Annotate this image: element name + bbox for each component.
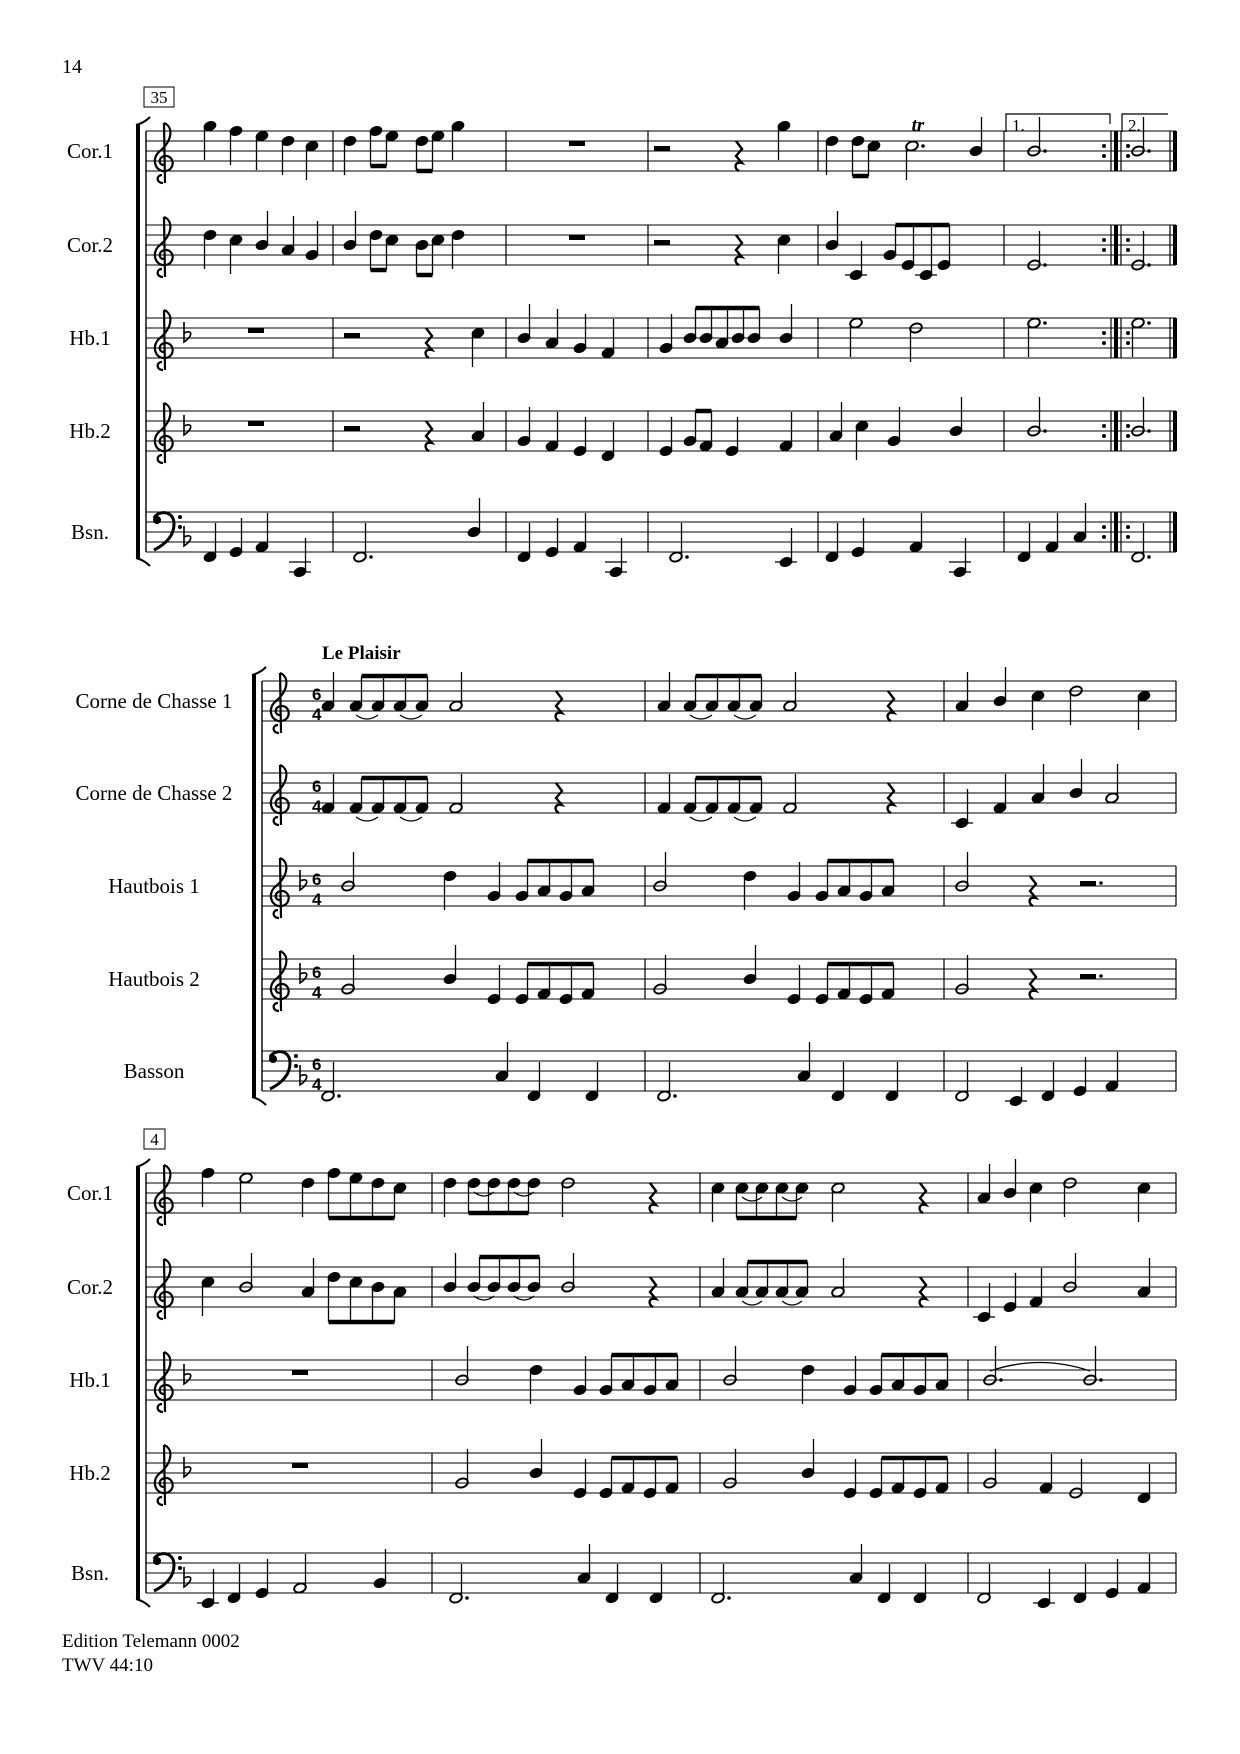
quarter-rest bbox=[888, 691, 894, 721]
repeat-dot bbox=[1102, 341, 1106, 345]
slur bbox=[690, 817, 712, 821]
repeat-dot bbox=[1102, 331, 1106, 335]
slur bbox=[400, 817, 422, 821]
dot bbox=[921, 144, 925, 148]
instrument-label: Hb.2 bbox=[69, 1461, 111, 1485]
repeat-dot bbox=[1126, 434, 1130, 438]
repeat-dot bbox=[1102, 238, 1106, 242]
edition-line: Edition Telemann 0002 bbox=[62, 1631, 240, 1652]
flat-icon bbox=[300, 1065, 307, 1085]
flat-icon bbox=[300, 870, 307, 890]
slur bbox=[356, 715, 378, 719]
quarter-rest bbox=[426, 328, 432, 358]
repeat-dot bbox=[1102, 144, 1106, 148]
repeat-dot bbox=[1126, 144, 1130, 148]
instrument-label: Basson bbox=[123, 1059, 185, 1083]
slur bbox=[782, 1197, 802, 1201]
catalog-number: TWV 44:10 bbox=[62, 1655, 153, 1676]
time-signature-bottom: 4 bbox=[312, 983, 322, 1002]
treble-clef-icon bbox=[271, 858, 289, 918]
dot bbox=[1147, 321, 1151, 325]
measure-number: 35 bbox=[150, 88, 168, 107]
time-signature-bottom: 4 bbox=[312, 1075, 322, 1094]
flat-icon bbox=[184, 1457, 191, 1477]
movement-title: Le Plaisir bbox=[322, 643, 401, 664]
whole-rest bbox=[248, 328, 264, 333]
treble-clef-icon bbox=[155, 1259, 173, 1319]
whole-rest bbox=[292, 1463, 308, 1468]
system-3 bbox=[136, 1129, 1176, 1609]
repeat-dot bbox=[1126, 535, 1130, 539]
repeat-dot bbox=[1102, 525, 1106, 529]
slur bbox=[734, 817, 756, 821]
instrument-label: Hb.1 bbox=[69, 326, 111, 350]
dot bbox=[673, 1094, 677, 1098]
half-rest bbox=[1080, 974, 1096, 979]
trill-ornament: tr bbox=[911, 115, 925, 136]
staff-3 bbox=[146, 310, 1176, 370]
whole-rest bbox=[569, 141, 585, 146]
quarter-rest bbox=[736, 235, 742, 265]
repeat-dot bbox=[1126, 238, 1130, 242]
flat-icon bbox=[184, 322, 191, 342]
half-rest bbox=[1080, 881, 1096, 886]
instrument-label: Cor.2 bbox=[66, 1275, 114, 1299]
dot bbox=[1043, 321, 1047, 325]
volta-1-label: 1. bbox=[1012, 116, 1025, 135]
repeat-dot bbox=[1102, 434, 1106, 438]
dot bbox=[727, 1596, 731, 1600]
treble-clef-icon bbox=[155, 310, 173, 370]
instrument-label: Corne de Chasse 2 bbox=[75, 781, 233, 805]
flat-icon bbox=[184, 1364, 191, 1384]
instrument-label: Bsn. bbox=[71, 520, 109, 544]
time-signature-top: 6 bbox=[312, 1055, 322, 1074]
repeat-dot bbox=[1102, 535, 1106, 539]
measure-number: 4 bbox=[150, 1130, 159, 1149]
quarter-rest bbox=[1030, 876, 1036, 906]
page-number: 14 bbox=[62, 56, 82, 78]
treble-clef-icon bbox=[271, 765, 289, 825]
treble-clef-icon bbox=[155, 1445, 173, 1505]
repeat-dot bbox=[1102, 248, 1106, 252]
time-signature-bottom: 4 bbox=[312, 797, 322, 816]
dot bbox=[369, 555, 373, 559]
quarter-rest bbox=[426, 421, 432, 451]
volta-2-label: 2. bbox=[1128, 116, 1141, 135]
dot bbox=[337, 1094, 341, 1098]
quarter-rest bbox=[556, 783, 562, 813]
treble-clef-icon bbox=[155, 217, 173, 277]
whole-rest bbox=[569, 235, 585, 240]
half-rest bbox=[654, 240, 670, 245]
staff-4 bbox=[146, 1445, 1176, 1505]
slur bbox=[742, 1301, 762, 1305]
instrument-label: Hb.2 bbox=[69, 419, 111, 443]
instrument-label: Cor.2 bbox=[66, 233, 114, 257]
instrument-label: Cor.1 bbox=[66, 1181, 114, 1205]
repeat-dot bbox=[1126, 154, 1130, 158]
treble-clef-icon bbox=[155, 1352, 173, 1412]
time-signature-top: 6 bbox=[312, 870, 322, 889]
slur bbox=[734, 715, 756, 719]
staff-3 bbox=[262, 858, 1176, 918]
flat-icon bbox=[184, 1567, 191, 1587]
quarter-rest bbox=[556, 691, 562, 721]
time-signature-bottom: 4 bbox=[312, 890, 322, 909]
slur bbox=[690, 715, 712, 719]
staff-2 bbox=[146, 217, 1176, 277]
repeat-dot bbox=[1126, 248, 1130, 252]
time-signature-top: 6 bbox=[312, 963, 322, 982]
slur bbox=[400, 715, 422, 719]
treble-clef-icon bbox=[155, 1165, 173, 1225]
instrument-label: Corne de Chasse 1 bbox=[75, 689, 233, 713]
quarter-rest bbox=[650, 1183, 656, 1213]
staff-3 bbox=[146, 1352, 1176, 1412]
time-signature-top: 6 bbox=[312, 685, 322, 704]
quarter-rest bbox=[736, 141, 742, 171]
dot bbox=[1147, 555, 1151, 559]
instrument-label: Hautbois 1 bbox=[108, 874, 200, 898]
repeat-dot bbox=[1126, 331, 1130, 335]
staff-2 bbox=[146, 1259, 1176, 1319]
quarter-rest bbox=[920, 1277, 926, 1307]
dot bbox=[465, 1596, 469, 1600]
flat-icon bbox=[184, 526, 191, 546]
staff-5 bbox=[262, 1051, 1176, 1094]
time-signature-bottom: 4 bbox=[312, 705, 322, 724]
treble-clef-icon bbox=[155, 123, 173, 183]
slur bbox=[356, 817, 378, 821]
slur bbox=[782, 1301, 802, 1305]
staff-5 bbox=[146, 512, 1176, 552]
quarter-rest bbox=[1030, 969, 1036, 999]
quarter-rest bbox=[888, 783, 894, 813]
repeat-dot bbox=[1126, 424, 1130, 428]
treble-clef-icon bbox=[271, 673, 289, 733]
whole-rest bbox=[292, 1370, 308, 1375]
time-signature-top: 6 bbox=[312, 777, 322, 796]
staff-1 bbox=[146, 1165, 1176, 1225]
treble-clef-icon bbox=[271, 951, 289, 1011]
flat-icon bbox=[184, 415, 191, 435]
instrument-label: Hautbois 2 bbox=[108, 967, 200, 991]
half-rest bbox=[654, 146, 670, 151]
repeat-dot bbox=[1126, 341, 1130, 345]
repeat-dot bbox=[1102, 424, 1106, 428]
instrument-label: Cor.1 bbox=[66, 139, 114, 163]
flat-icon bbox=[300, 963, 307, 983]
quarter-rest bbox=[920, 1183, 926, 1213]
footer bbox=[62, 1630, 240, 1678]
half-rest bbox=[344, 333, 360, 338]
instrument-label: Hb.1 bbox=[69, 1368, 111, 1392]
repeat-dot bbox=[1102, 154, 1106, 158]
system-2 bbox=[252, 667, 1176, 1107]
repeat-dot bbox=[1126, 525, 1130, 529]
quarter-rest bbox=[650, 1277, 656, 1307]
treble-clef-icon bbox=[155, 403, 173, 463]
instrument-label: Bsn. bbox=[71, 1561, 109, 1585]
whole-rest bbox=[248, 421, 264, 426]
half-rest bbox=[344, 426, 360, 431]
slur bbox=[742, 1197, 762, 1201]
staff-4 bbox=[262, 951, 1176, 1011]
dot bbox=[685, 555, 689, 559]
